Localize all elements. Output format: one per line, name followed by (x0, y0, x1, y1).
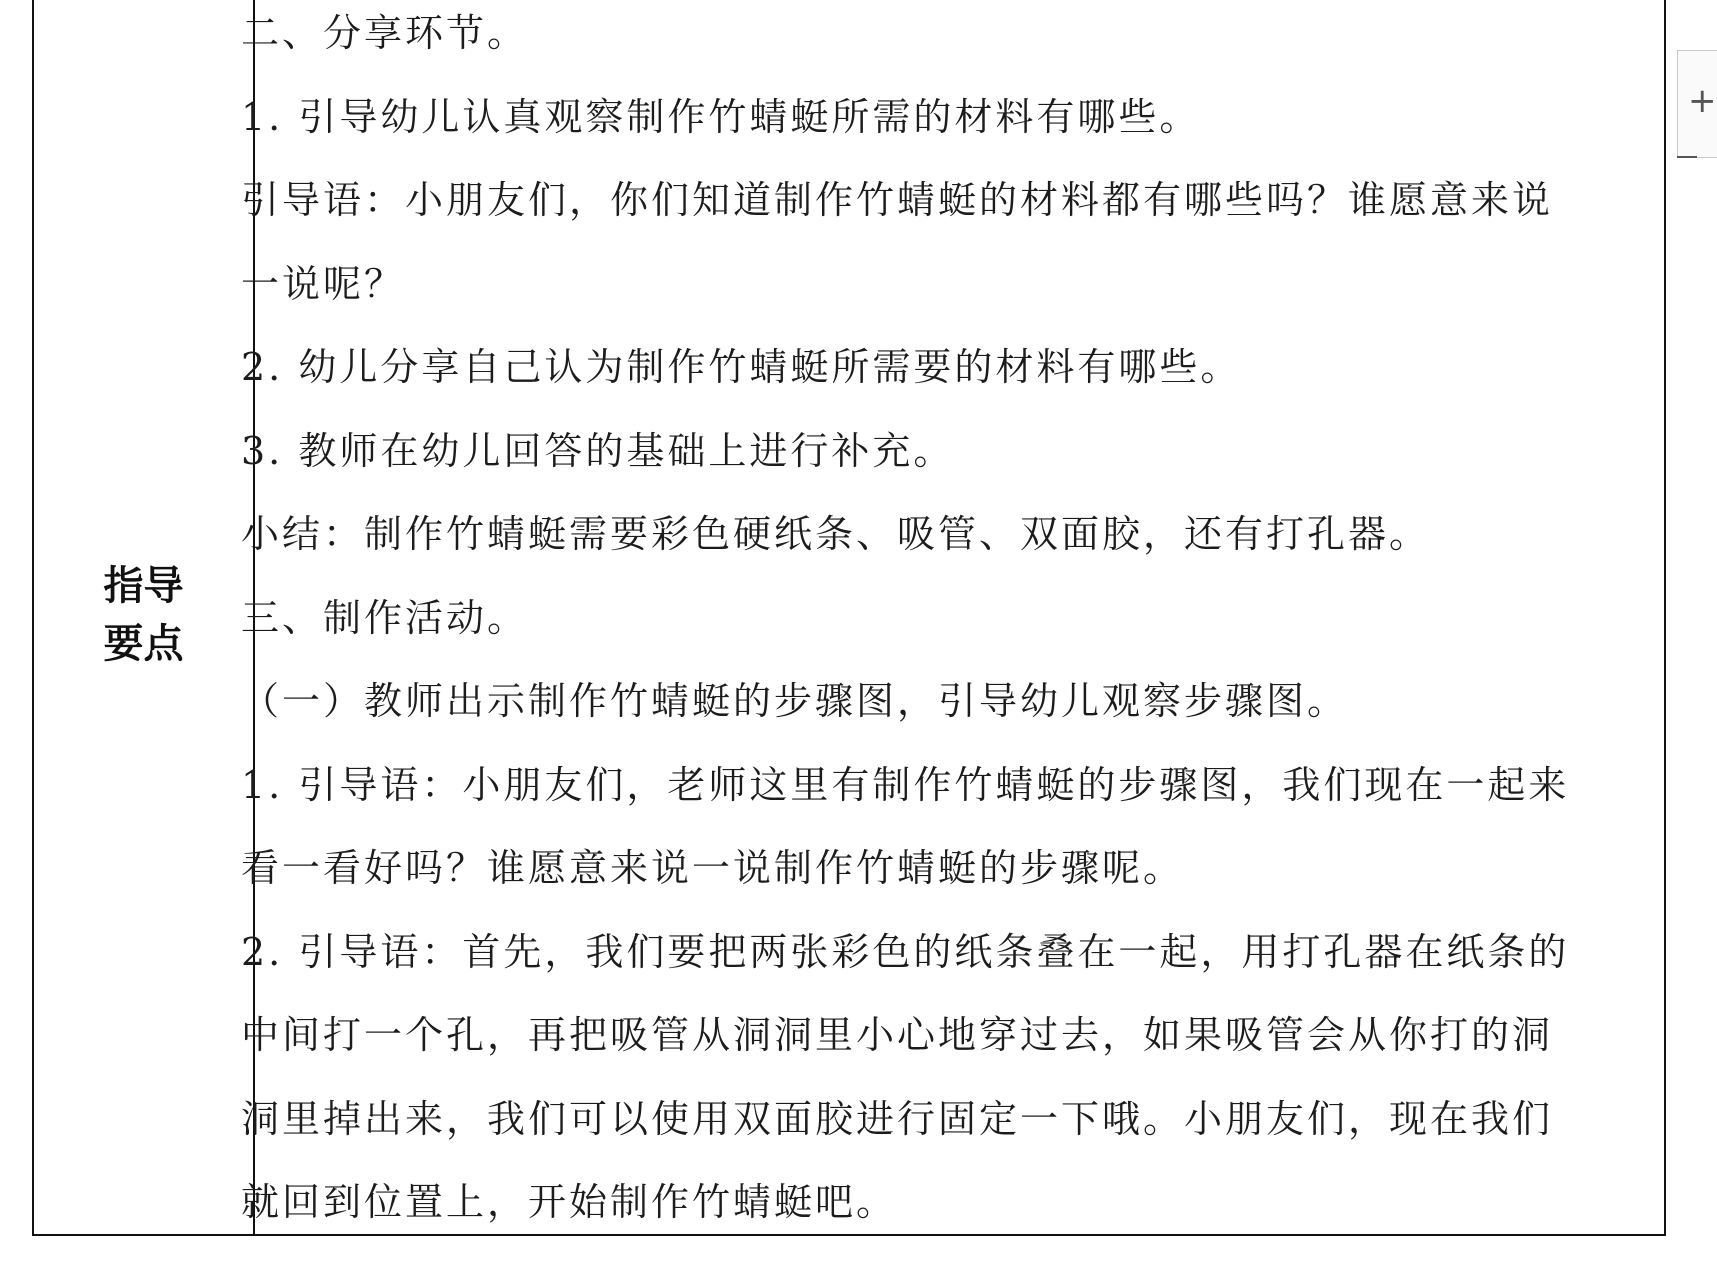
content-line: 引导语：小朋友们，你们知道制作竹蜻蜓的材料都有哪些吗？谁愿意来说 (241, 178, 1554, 222)
label-cell (34, 0, 255, 1234)
content-line: 3. 教师在幼儿回答的基础上进行补充。 (241, 429, 955, 473)
content-line: 1. 引导幼儿认真观察制作竹蜻蜓所需的材料有哪些。 (241, 95, 1201, 139)
content-line: 小结：制作竹蜻蜓需要彩色硬纸条、吸管、双面胶，还有打孔器。 (241, 512, 1431, 556)
row-label-line-1: 指导 (103, 563, 184, 609)
content-line: 2. 幼儿分享自己认为制作竹蜻蜓所需要的材料有哪些。 (241, 345, 1242, 389)
content-line: 2. 引导语：首先，我们要把两张彩色的纸条叠在一起，用打孔器在纸条的 (241, 930, 1570, 974)
content-line: 看一看好吗？谁愿意来说一说制作竹蜻蜓的步骤呢。 (241, 846, 1185, 890)
content-line: 洞里掉出来，我们可以使用双面胶进行固定一下哦。小朋友们，现在我们 (241, 1097, 1554, 1141)
content-line: 二、分享环节。 (241, 11, 529, 55)
row-label (99, 557, 189, 673)
content-line: 1. 引导语：小朋友们，老师这里有制作竹蜻蜓的步骤图，我们现在一起来 (241, 763, 1570, 807)
row-label-line-2: 要点 (103, 621, 184, 667)
divider (1677, 156, 1697, 158)
expand-button[interactable] (1677, 50, 1717, 158)
content-line: 就回到位置上，开始制作竹蜻蜓吧。 (241, 1180, 898, 1224)
content-line: （一）教师出示制作竹蜻蜓的步骤图，引导幼儿观察步骤图。 (241, 679, 1349, 723)
content-line: 一说呢？ (241, 262, 406, 306)
content-line: 中间打一个孔，再把吸管从洞洞里小心地穿过去，如果吸管会从你打的洞 (241, 1013, 1554, 1057)
plus-icon: + (1688, 81, 1717, 121)
content-line: 三、制作活动。 (241, 596, 529, 640)
